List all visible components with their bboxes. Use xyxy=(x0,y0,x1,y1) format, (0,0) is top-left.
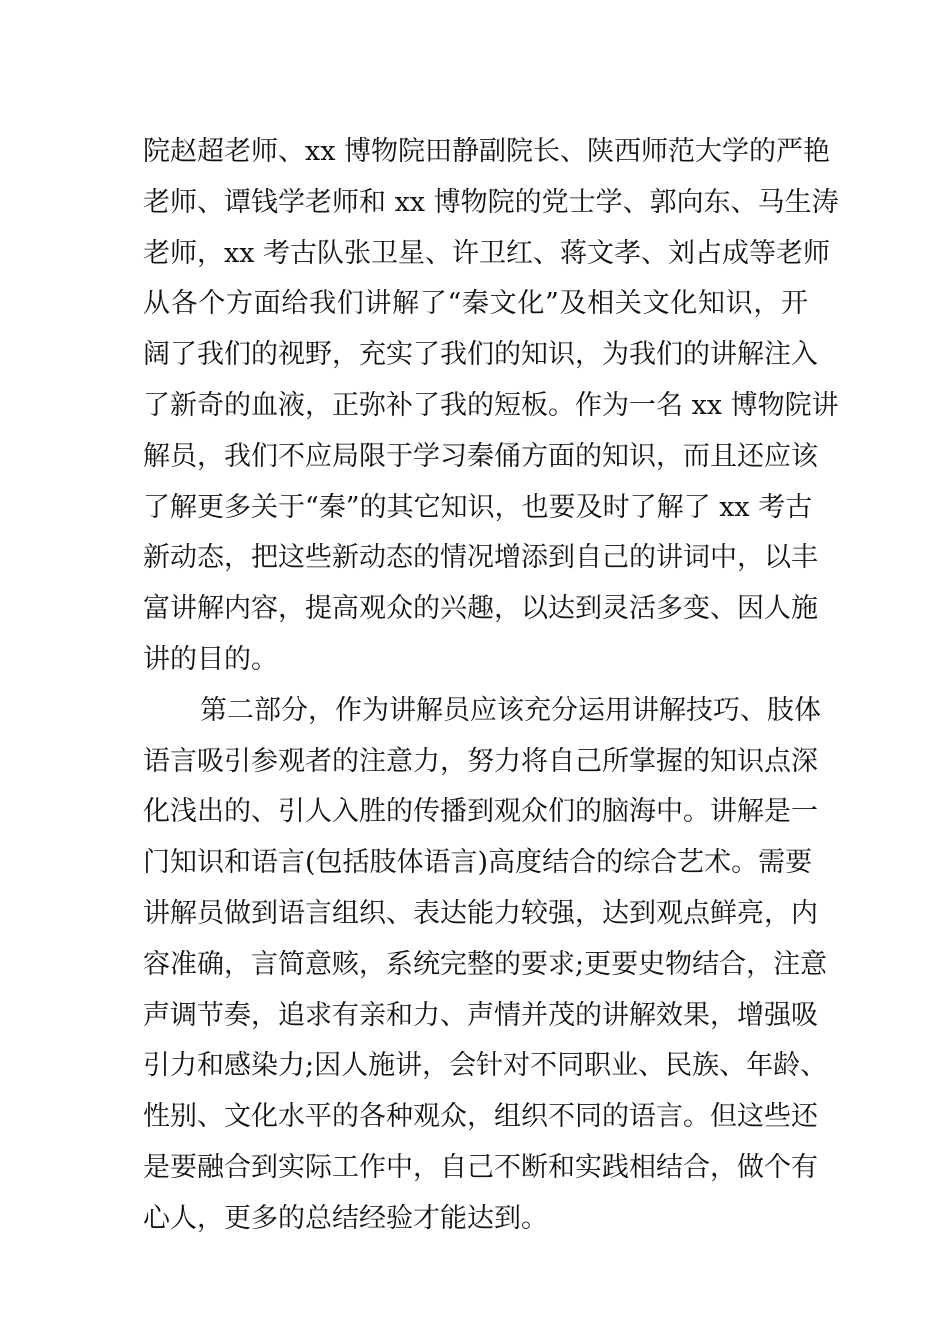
paragraph-line: 老师、谭钱学老师和 xx 博物院的党士学、郭向东、马生涛 xyxy=(143,186,839,218)
paragraph-line: 引力和感染力;因人施讲，会针对不同职业、民族、年龄、 xyxy=(143,1050,828,1082)
paragraph-line: 讲解员做到语言组织、表达能力较强，达到观点鲜亮，内 xyxy=(143,897,818,929)
document-body xyxy=(143,127,839,1245)
paragraph-line: 容准确，言简意赅，系统完整的要求;更要史物结合，注意 xyxy=(143,948,828,980)
paragraph-line: 是要融合到实际工作中，自己不断和实践相结合，做个有 xyxy=(143,1151,818,1183)
paragraph-line: 心人，更多的总结经验才能达到。 xyxy=(143,1202,548,1234)
paragraph-line: 了新奇的血液，正弥补了我的短板。作为一名 xx 博物院讲 xyxy=(143,389,839,421)
paragraph-line: 院赵超老师、xx 博物院田静副院长、陕西师范大学的严艳 xyxy=(143,136,831,167)
paragraph-line: 老师，xx 考古队张卫星、许卫红、蒋文孝、刘占成等老师 xyxy=(143,237,831,269)
paragraph-line: 门知识和语言(包括肢体语言)高度结合的综合艺术。需要 xyxy=(143,847,813,879)
paragraph-line: 性别、文化水平的各种观众，组织不同的语言。但这些还 xyxy=(143,1101,818,1133)
paragraph-line: 了解更多关于“秦”的其它知识，也要及时了解了 xx 考古 xyxy=(143,491,813,523)
paragraph-line: 解员，我们不应局限于学习秦俑方面的知识，而且还应该 xyxy=(143,440,818,472)
paragraph-line: 从各个方面给我们讲解了“秦文化”及相关文化知识，开 xyxy=(143,288,808,320)
paragraph-line: 语言吸引参观者的注意力，努力将自己所掌握的知识点深 xyxy=(143,745,818,777)
paragraph-line: 化浅出的、引人入胜的传播到观众们的脑海中。讲解是一 xyxy=(143,796,818,828)
paragraph-2 xyxy=(143,686,828,1245)
paragraph-1 xyxy=(143,127,839,686)
paragraph-line: 新动态，把这些新动态的情况增添到自己的讲词中，以丰 xyxy=(143,542,818,574)
paragraph-line: 阔了我们的视野，充实了我们的知识，为我们的讲解注入 xyxy=(143,339,818,371)
paragraph-line: 第二部分，作为讲解员应该充分运用讲解技巧、肢体 xyxy=(200,694,821,726)
paragraph-line: 讲的目的。 xyxy=(143,643,278,675)
paragraph-line: 富讲解内容，提高观众的兴趣，以达到灵活多变、因人施 xyxy=(143,593,818,625)
paragraph-line: 声调节奏，追求有亲和力、声情并茂的讲解效果，增强吸 xyxy=(143,999,818,1031)
